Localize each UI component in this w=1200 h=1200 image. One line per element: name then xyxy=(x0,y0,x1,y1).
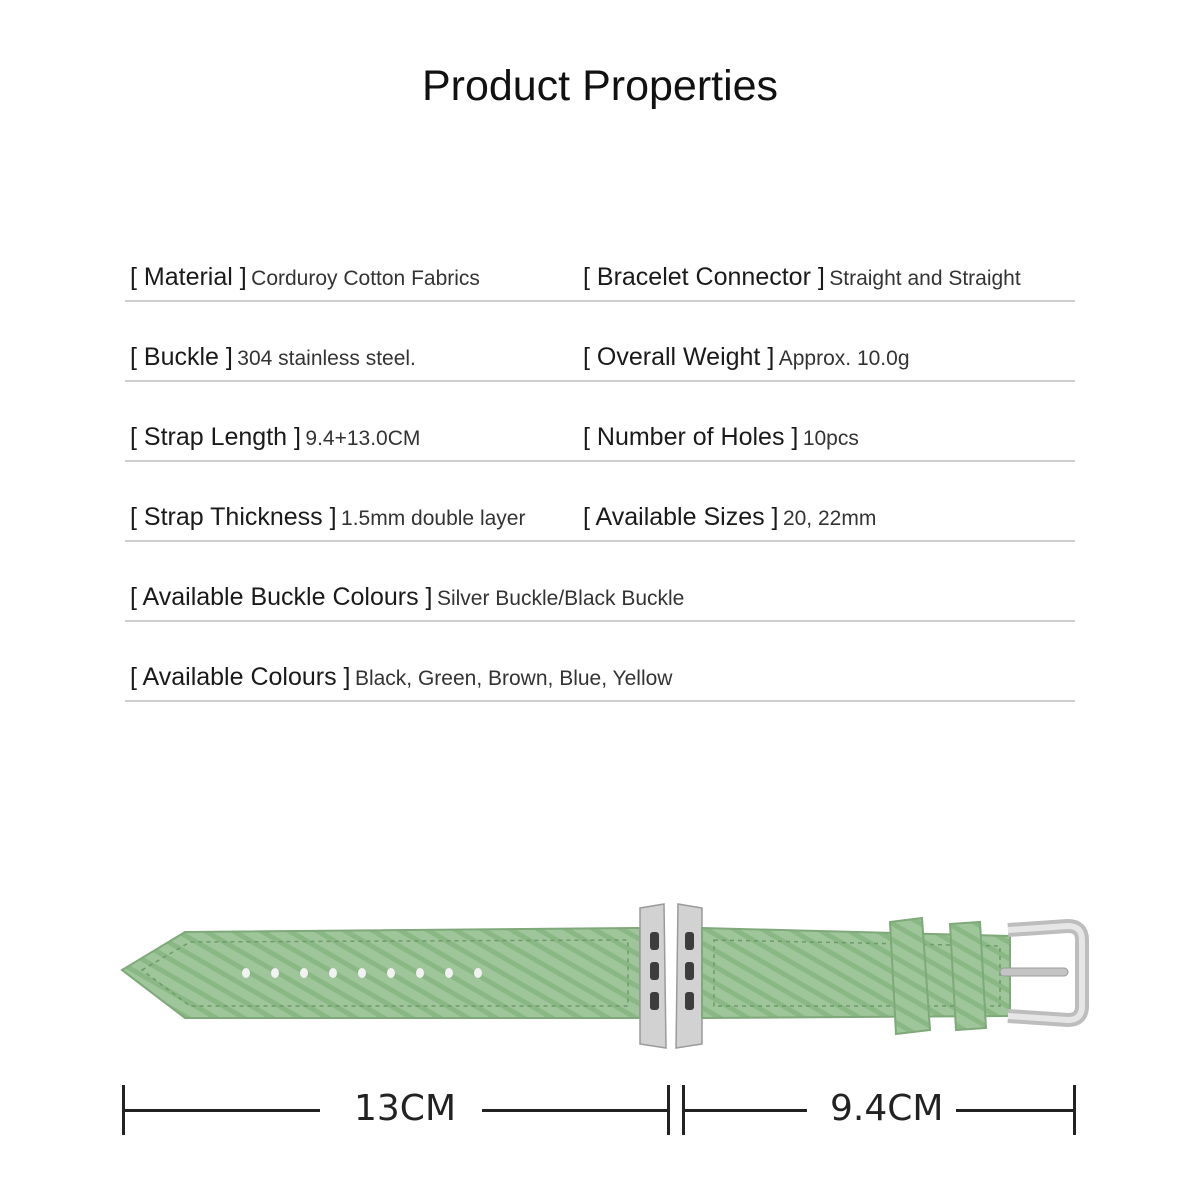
short-strap-piece xyxy=(702,918,1010,1034)
measure-label: 9.4CM xyxy=(830,1088,944,1129)
property-label: [ Bracelet Connector ] xyxy=(583,263,825,291)
measure-line xyxy=(956,1109,1073,1112)
property-row xyxy=(125,222,1075,302)
long-strap-piece xyxy=(122,928,640,1018)
property-value: 304 stainless steel. xyxy=(237,347,416,370)
property-strap-thickness xyxy=(130,503,525,532)
measure-tick xyxy=(667,1085,670,1135)
properties-table xyxy=(125,222,1075,702)
property-label: [ Available Sizes ] xyxy=(583,503,779,531)
watch-connectors xyxy=(640,904,702,1048)
property-bracelet-connector xyxy=(583,263,1021,292)
property-value: 1.5mm double layer xyxy=(341,507,526,530)
property-value: Black, Green, Brown, Blue, Yellow xyxy=(354,667,673,690)
property-value: 9.4+13.0CM xyxy=(305,427,421,450)
property-value: Corduroy Cotton Fabrics xyxy=(251,267,480,290)
page-title: Product Properties xyxy=(421,62,779,110)
property-value: Approx. 10.0g xyxy=(778,347,910,370)
measurement-long xyxy=(122,1080,670,1140)
property-available-sizes xyxy=(583,503,876,532)
property-value: 20, 22mm xyxy=(782,507,877,530)
property-label: [ Buckle ] xyxy=(130,343,233,371)
property-colours xyxy=(130,663,672,692)
property-label: [ Strap Thickness ] xyxy=(130,503,337,531)
measure-line xyxy=(122,1109,320,1112)
property-buckle-colours xyxy=(130,583,684,612)
property-row xyxy=(125,302,1075,382)
buckle-icon xyxy=(1000,926,1082,1020)
property-label: [ Available Buckle Colours ] xyxy=(130,583,433,611)
property-overall-weight xyxy=(583,343,910,372)
property-row xyxy=(125,542,1075,622)
property-number-of-holes xyxy=(583,423,859,452)
property-strap-length xyxy=(130,423,420,452)
property-row xyxy=(125,382,1075,462)
measure-label: 13CM xyxy=(354,1088,457,1129)
watch-strap-illustration xyxy=(0,880,1200,1060)
property-value: Silver Buckle/Black Buckle xyxy=(436,587,685,610)
property-material xyxy=(130,263,480,292)
measure-tick xyxy=(1073,1085,1076,1135)
property-row xyxy=(125,622,1075,702)
property-label: [ Material ] xyxy=(130,263,247,291)
measure-line xyxy=(482,1109,667,1112)
property-value: 10pcs xyxy=(802,427,859,450)
property-row xyxy=(125,462,1075,542)
property-label: [ Number of Holes ] xyxy=(583,423,799,451)
property-buckle xyxy=(130,343,416,372)
property-label: [ Available Colours ] xyxy=(130,663,351,691)
measure-line xyxy=(682,1109,807,1112)
measurement-short xyxy=(682,1080,1076,1140)
property-label: [ Strap Length ] xyxy=(130,423,301,451)
property-label: [ Overall Weight ] xyxy=(583,343,775,371)
property-value: Straight and Straight xyxy=(829,267,1021,290)
